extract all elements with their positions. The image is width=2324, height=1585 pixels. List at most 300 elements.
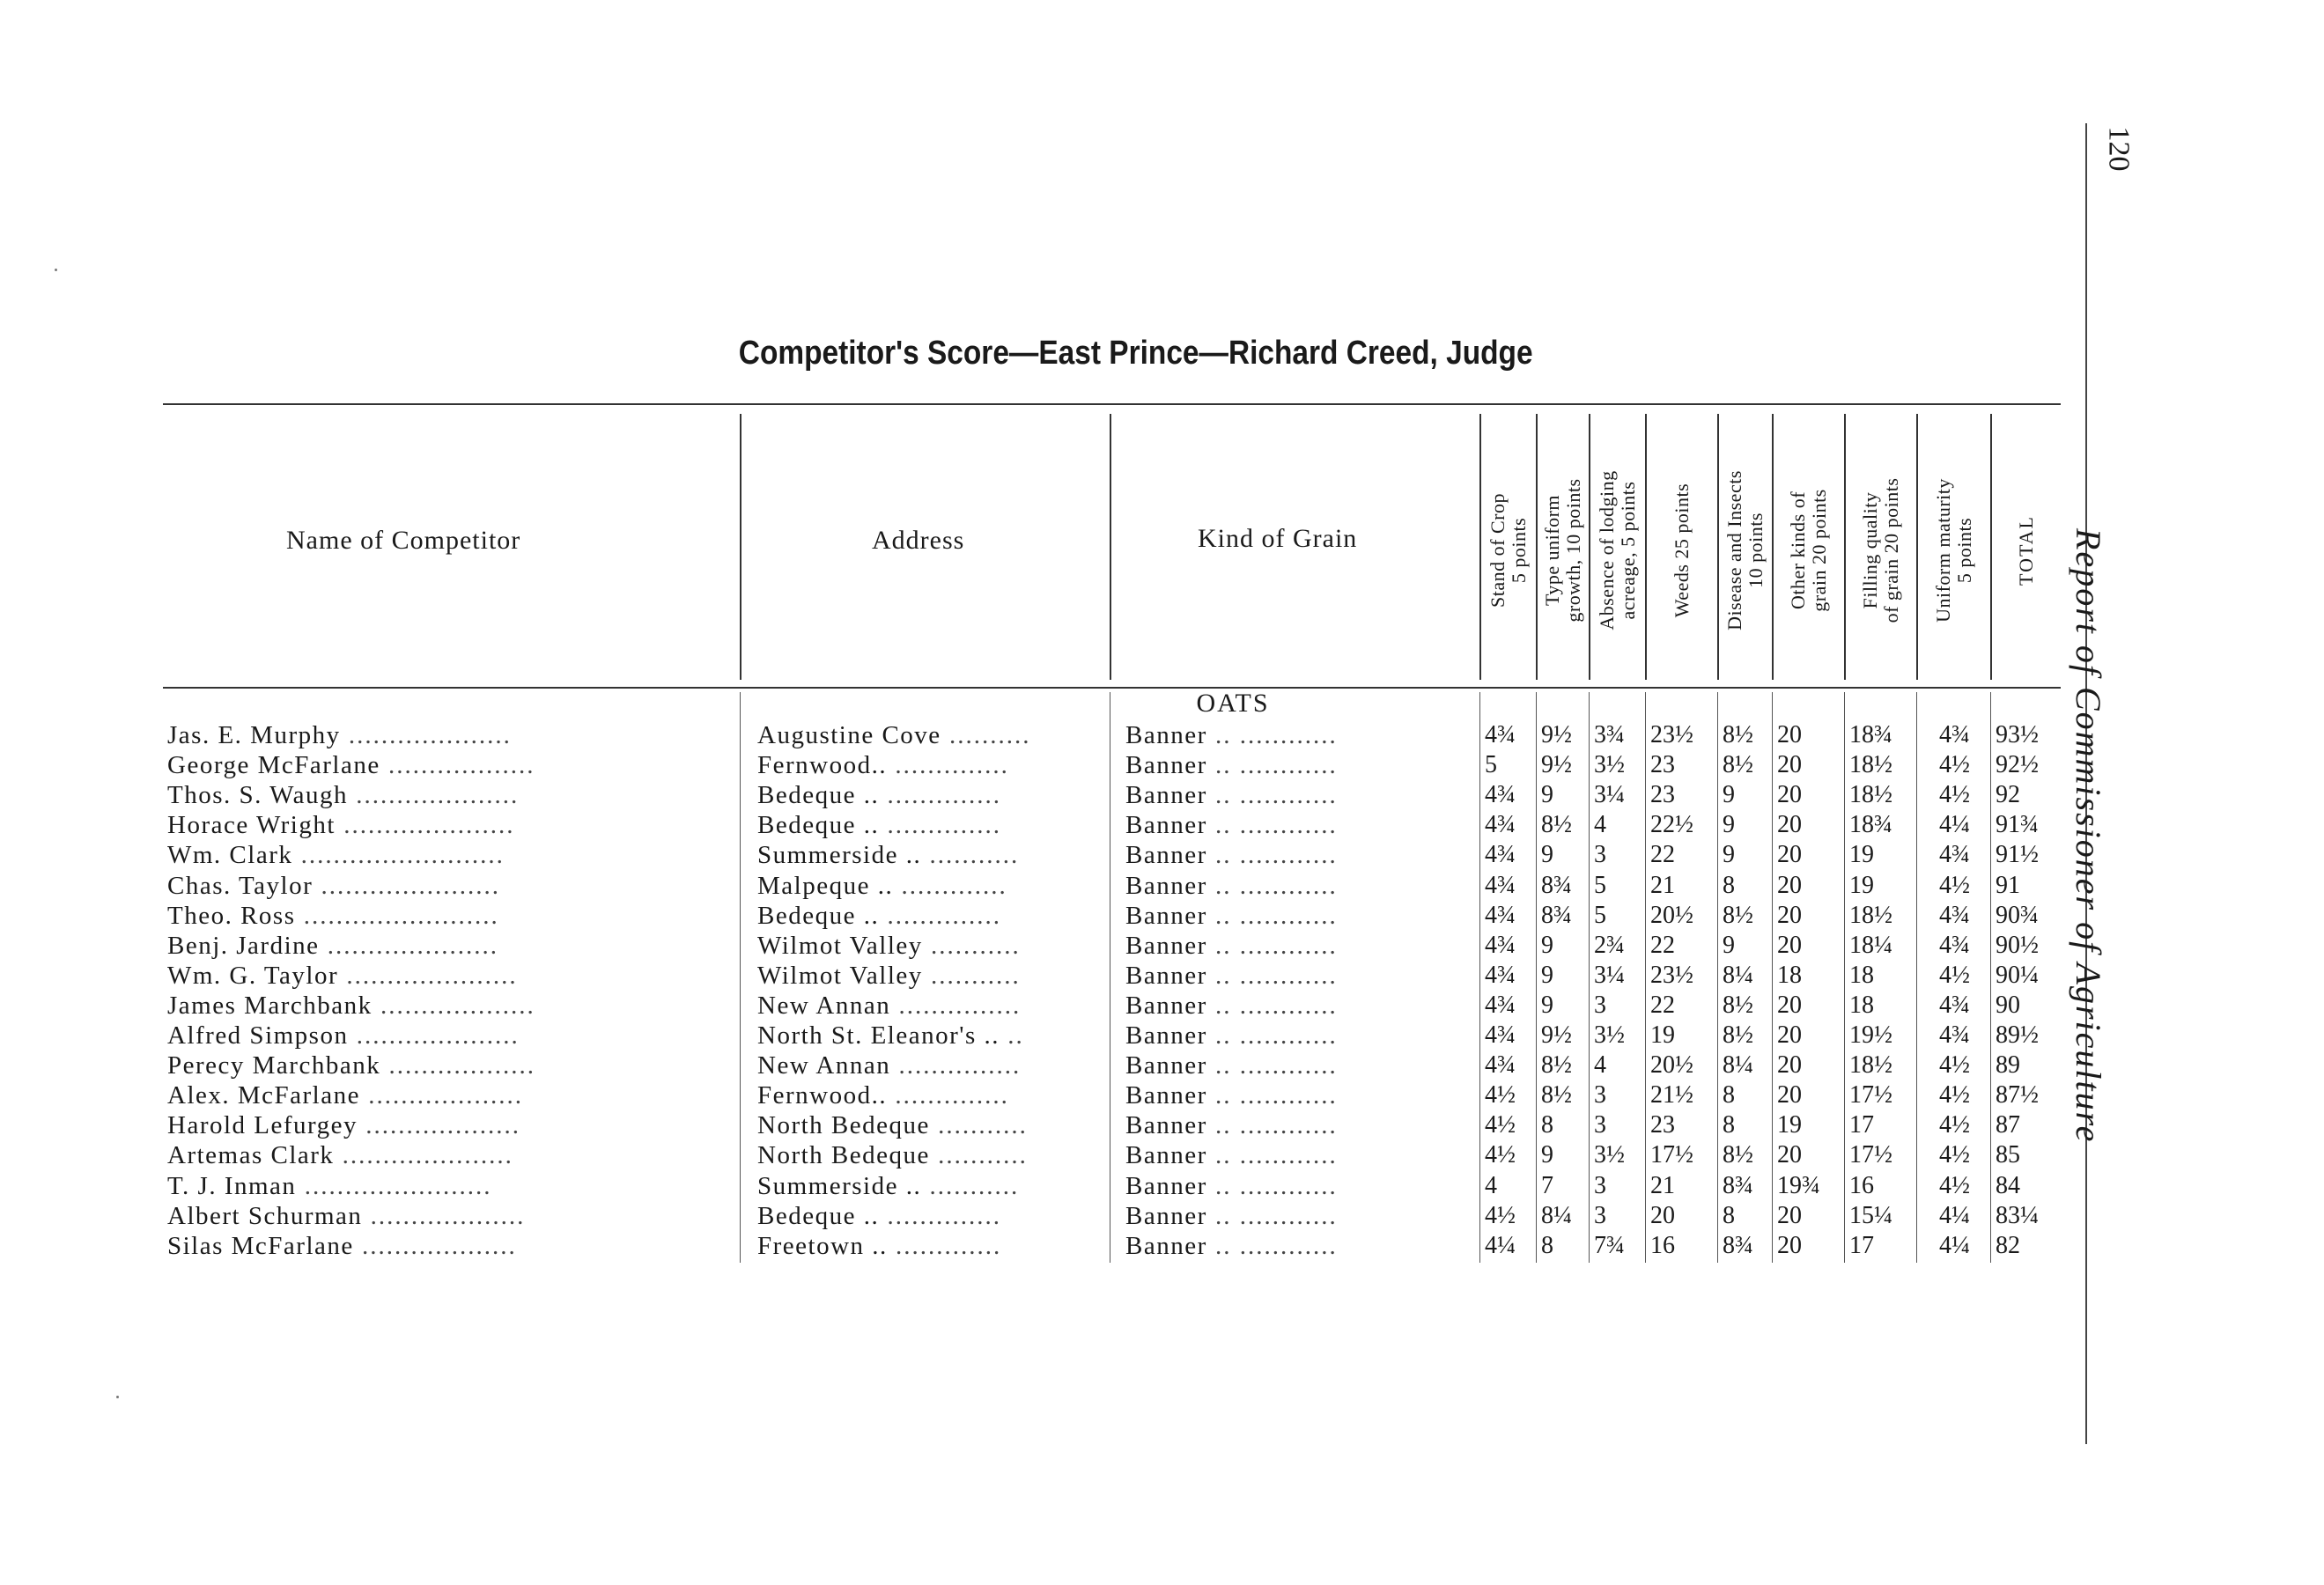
leader-dots: .............. <box>887 1081 1009 1110</box>
score-cell: 4 <box>1594 1051 1606 1080</box>
score-cell: 4¾ <box>1485 781 1516 809</box>
address-cell <box>757 720 1110 750</box>
score-cell: 18½ <box>1849 781 1892 809</box>
leader-dots: .. ............ <box>1206 871 1338 900</box>
competitor-name-cell <box>167 1110 731 1140</box>
score-cell: 4¾ <box>1485 871 1516 899</box>
score-cell: 18¾ <box>1849 721 1892 748</box>
column-divider <box>1536 414 1538 680</box>
competitor-name: Alfred Simpson <box>167 1021 349 1050</box>
score-column-label <box>1724 470 1767 630</box>
competitor-name: Silas McFarlane <box>167 1231 354 1260</box>
score-cell: 5 <box>1485 751 1497 779</box>
score-cell: 3¾ <box>1594 721 1625 748</box>
table-row <box>0 901 2324 931</box>
score-column-header <box>1992 423 2061 678</box>
column-divider <box>1479 414 1481 680</box>
table-row <box>0 780 2324 810</box>
score-cell: 17 <box>1849 1231 1874 1259</box>
score-cell: 4 <box>1594 811 1606 839</box>
score-cell: 8¼ <box>1723 961 1753 989</box>
address-cell <box>757 1110 1110 1140</box>
table-row <box>0 961 2324 991</box>
table-row <box>0 1051 2324 1080</box>
leader-dots: ..................... <box>335 811 515 840</box>
address-cell <box>757 1021 1110 1051</box>
score-column-label <box>1860 478 1902 623</box>
column-divider <box>1589 414 1590 680</box>
address-cell <box>757 840 1110 870</box>
leader-dots: ........... <box>922 961 1021 990</box>
score-cell: 19 <box>1650 1021 1675 1049</box>
score-cell: 23½ <box>1650 721 1693 748</box>
leader-dots: ................... <box>362 1201 526 1230</box>
competitor-name: Perecy Marchbank <box>167 1051 381 1080</box>
address-cell <box>757 1201 1110 1231</box>
competitor-name: George McFarlane <box>167 751 380 780</box>
competitor-name-cell <box>167 991 731 1021</box>
score-cell: 8½ <box>1723 901 1753 929</box>
score-cell: 19¾ <box>1777 1171 1820 1199</box>
score-cell: 20 <box>1777 841 1802 869</box>
grain-cell <box>1125 871 1478 901</box>
score-cell: 22 <box>1650 841 1675 869</box>
score-cell: 87 <box>1996 1111 2020 1139</box>
column-divider <box>1645 692 1646 1263</box>
score-column-header <box>1719 423 1772 678</box>
competitor-name-cell <box>167 871 731 901</box>
competitor-address: Fernwood.. <box>757 1081 888 1110</box>
competitor-address: Freetown .. <box>757 1231 888 1260</box>
score-cell: 8 <box>1723 1201 1735 1229</box>
score-cell: 4¼ <box>1485 1231 1516 1259</box>
print-speck <box>55 269 57 271</box>
leader-dots: ..................... <box>319 931 499 960</box>
score-column-header <box>1481 423 1536 678</box>
grain-kind: Banner <box>1125 811 1207 840</box>
leader-dots: ................... <box>372 991 535 1020</box>
leader-dots: ............... <box>890 991 1022 1020</box>
score-cell: 4¼ <box>1939 1201 1970 1229</box>
column-divider <box>1479 692 1480 1263</box>
score-cell: 4¾ <box>1939 931 1970 959</box>
score-column-label-line: of grain 20 points <box>1880 477 1902 623</box>
score-cell: 22 <box>1650 991 1675 1019</box>
competitor-name-cell <box>167 1021 731 1051</box>
leader-dots: ......................... <box>292 841 505 870</box>
grain-kind: Banner <box>1125 1231 1207 1260</box>
column-divider <box>740 692 741 1263</box>
leader-dots: .............. <box>879 1201 1001 1230</box>
competitor-name-cell <box>167 1231 731 1261</box>
leader-dots: ...................... <box>313 871 501 900</box>
score-cell: 3½ <box>1594 1141 1625 1169</box>
table-row <box>0 720 2324 750</box>
leader-dots: .. ............ <box>1206 1021 1338 1050</box>
leader-dots: .. ............ <box>1206 1201 1338 1230</box>
leader-dots: ..................... <box>338 961 518 990</box>
address-cell <box>757 780 1110 810</box>
score-cell: 4½ <box>1485 1111 1516 1139</box>
leader-dots: .................... <box>348 781 520 810</box>
score-cell: 3½ <box>1594 751 1625 779</box>
score-column-label-line: 10 points <box>1745 512 1767 588</box>
grain-cell <box>1125 901 1478 931</box>
competitor-name-cell <box>167 931 731 961</box>
score-cell: 90½ <box>1996 931 2039 959</box>
grain-kind: Banner <box>1125 721 1207 749</box>
grain-kind: Banner <box>1125 751 1207 780</box>
competitor-name-cell <box>167 901 731 931</box>
score-column-label <box>1671 483 1693 617</box>
grain-kind: Banner <box>1125 931 1207 960</box>
score-cell: 4½ <box>1939 1141 1970 1169</box>
score-cell: 20 <box>1777 1051 1802 1080</box>
score-column-label <box>1487 493 1530 608</box>
score-cell: 20½ <box>1650 1051 1693 1080</box>
competitor-name: Artemas Clark <box>167 1141 335 1170</box>
grain-kind: Banner <box>1125 1021 1207 1050</box>
score-cell: 23 <box>1650 1111 1675 1139</box>
grain-cell <box>1125 961 1478 991</box>
table-row <box>0 810 2324 840</box>
score-cell: 22 <box>1650 931 1675 959</box>
leader-dots: .. ............ <box>1206 1111 1338 1140</box>
competitor-name-cell <box>167 750 731 780</box>
competitor-address: New Annan <box>757 1051 891 1080</box>
leader-dots: .......... <box>941 721 1031 749</box>
score-cell: 17½ <box>1849 1081 1892 1110</box>
grain-cell <box>1125 1171 1478 1201</box>
competitor-name-cell <box>167 1201 731 1231</box>
score-cell: 83¼ <box>1996 1201 2039 1229</box>
score-cell: 20 <box>1777 901 1802 929</box>
score-cell: 20 <box>1777 1231 1802 1259</box>
score-cell: 3 <box>1594 1111 1606 1139</box>
competitor-address: Augustine Cove <box>757 721 941 749</box>
leader-dots: .. ............ <box>1206 1231 1338 1260</box>
score-cell: 16 <box>1849 1171 1874 1199</box>
header-address: Address <box>872 526 965 555</box>
score-cell: 9½ <box>1541 1021 1572 1049</box>
competitor-name-cell <box>167 780 731 810</box>
score-cell: 21 <box>1650 871 1675 899</box>
score-cell: 4¼ <box>1939 811 1970 839</box>
grain-cell <box>1125 1231 1478 1261</box>
score-cell: 5 <box>1594 871 1606 899</box>
competitor-name-cell <box>167 1140 731 1170</box>
score-cell: 89½ <box>1996 1021 2039 1049</box>
column-divider <box>1772 692 1773 1263</box>
competitor-name: Harold Lefurgey <box>167 1111 358 1140</box>
competitor-address: Fernwood.. <box>757 751 888 780</box>
score-cell: 9 <box>1541 961 1553 989</box>
table-top-rule <box>163 403 2061 405</box>
score-cell: 8½ <box>1723 721 1753 748</box>
score-cell: 4¾ <box>1485 1051 1516 1080</box>
grain-cell <box>1125 1051 1478 1080</box>
leader-dots: ............. <box>893 871 1007 900</box>
score-cell: 21 <box>1650 1171 1675 1199</box>
address-cell <box>757 1171 1110 1201</box>
score-cell: 20 <box>1777 931 1802 959</box>
leader-dots: .............. <box>879 781 1001 810</box>
score-cell: 4¾ <box>1939 901 1970 929</box>
address-cell <box>757 1140 1110 1170</box>
score-column-label <box>2016 515 2037 586</box>
competitor-name-cell <box>167 961 731 991</box>
table-title: Competitor's Score—East Prince—Richard Creed, Judge <box>738 335 1533 372</box>
grain-cell <box>1125 810 1478 840</box>
column-divider <box>1717 414 1719 680</box>
score-cell: 20 <box>1777 991 1802 1019</box>
column-divider <box>1717 692 1718 1263</box>
score-cell: 4½ <box>1939 961 1970 989</box>
score-cell: 8¾ <box>1541 901 1572 929</box>
leader-dots: ........... <box>921 841 1020 870</box>
score-cell: 20 <box>1777 751 1802 779</box>
score-cell: 18¾ <box>1849 811 1892 839</box>
score-cell: 91½ <box>1996 841 2039 869</box>
leader-dots: .............. <box>879 811 1001 840</box>
score-cell: 9 <box>1541 781 1553 809</box>
table-row <box>0 1021 2324 1051</box>
score-cell: 4½ <box>1939 751 1970 779</box>
score-column-label-line: Stand of Crop <box>1487 493 1509 608</box>
score-cell: 7¾ <box>1594 1231 1625 1259</box>
leader-dots: ....................... <box>296 1171 492 1200</box>
address-cell <box>757 961 1110 991</box>
leader-dots: .................... <box>348 1021 520 1050</box>
score-cell: 8 <box>1541 1111 1553 1139</box>
grain-kind: Banner <box>1125 1051 1207 1080</box>
address-cell <box>757 871 1110 901</box>
score-cell: 4¾ <box>1939 991 1970 1019</box>
leader-dots: ........... <box>921 1171 1020 1200</box>
score-cell: 18 <box>1777 961 1802 989</box>
score-cell: 3 <box>1594 841 1606 869</box>
grain-kind: Banner <box>1125 1081 1207 1110</box>
score-cell: 9½ <box>1541 721 1572 748</box>
score-cell: 20 <box>1777 1201 1802 1229</box>
grain-kind: Banner <box>1125 961 1207 990</box>
competitor-name: Chas. Taylor <box>167 871 314 900</box>
score-cell: 8¼ <box>1541 1201 1572 1229</box>
score-cell: 18½ <box>1849 1051 1892 1080</box>
score-column-label-line: 5 points <box>1508 517 1530 584</box>
competitor-name: Jas. E. Murphy <box>167 721 341 749</box>
header-bottom-rule <box>163 687 2061 689</box>
score-cell: 8½ <box>1723 991 1753 1019</box>
score-cell: 18¼ <box>1849 931 1892 959</box>
score-cell: 18½ <box>1849 751 1892 779</box>
score-cell: 8½ <box>1541 1081 1572 1110</box>
leader-dots: .. ............ <box>1206 811 1338 840</box>
score-cell: 4½ <box>1939 1171 1970 1199</box>
grain-cell <box>1125 1080 1478 1110</box>
score-cell: 23½ <box>1650 961 1693 989</box>
competitor-address: New Annan <box>757 991 891 1020</box>
score-column-label-line: TOTAL <box>2015 515 2037 586</box>
page-number: 120 <box>2102 126 2136 172</box>
score-cell: 4¼ <box>1939 1231 1970 1259</box>
score-cell: 20½ <box>1650 901 1693 929</box>
score-column-header <box>1647 423 1717 678</box>
competitor-address: Bedeque .. <box>757 901 880 930</box>
grain-kind: Banner <box>1125 1141 1207 1170</box>
score-cell: 19½ <box>1849 1021 1892 1049</box>
score-cell: 20 <box>1777 781 1802 809</box>
score-column-header <box>1846 423 1916 678</box>
competitor-name: James Marchbank <box>167 991 373 1020</box>
score-cell: 3 <box>1594 1171 1606 1199</box>
grain-cell <box>1125 1110 1478 1140</box>
column-divider <box>1916 414 1918 680</box>
leader-dots: ................... <box>358 1111 521 1140</box>
competitor-address: Bedeque .. <box>757 811 880 840</box>
competitor-name-cell <box>167 840 731 870</box>
address-cell <box>757 991 1110 1021</box>
competitor-address: North Bedeque <box>757 1111 930 1140</box>
score-cell: 15¼ <box>1849 1201 1892 1229</box>
grain-cell <box>1125 931 1478 961</box>
score-cell: 8½ <box>1723 1021 1753 1049</box>
score-cell: 8 <box>1723 1111 1735 1139</box>
score-cell: 4½ <box>1939 1051 1970 1080</box>
address-cell <box>757 810 1110 840</box>
score-cell: 92½ <box>1996 751 2039 779</box>
score-cell: 4½ <box>1939 871 1970 899</box>
leader-dots: .. ............ <box>1206 901 1338 930</box>
score-cell: 4½ <box>1485 1201 1516 1229</box>
competitor-name: Theo. Ross <box>167 901 296 930</box>
score-cell: 17½ <box>1849 1141 1892 1169</box>
grain-kind: Banner <box>1125 1201 1207 1230</box>
score-column-label-line: 5 points <box>1953 517 1975 584</box>
score-column-label <box>1542 478 1584 622</box>
grain-kind: Banner <box>1125 841 1207 870</box>
score-cell: 9 <box>1541 1141 1553 1169</box>
score-cell: 8½ <box>1541 1051 1572 1080</box>
score-cell: 4½ <box>1939 1111 1970 1139</box>
table-row <box>0 931 2324 961</box>
score-cell: 90¼ <box>1996 961 2039 989</box>
score-column-label <box>1597 470 1639 630</box>
grain-cell <box>1125 780 1478 810</box>
leader-dots: .. ............ <box>1206 781 1338 810</box>
grain-kind: Banner <box>1125 1111 1207 1140</box>
grain-cell <box>1125 991 1478 1021</box>
score-cell: 3 <box>1594 1201 1606 1229</box>
column-divider <box>1772 414 1774 680</box>
leader-dots: .. ............ <box>1206 721 1338 749</box>
score-cell: 3½ <box>1594 1021 1625 1049</box>
score-column-label <box>1933 478 1975 623</box>
score-column-label-line: Absence of lodging <box>1596 470 1618 630</box>
grain-kind: Banner <box>1125 1171 1207 1200</box>
score-column-header <box>1918 423 1990 678</box>
score-cell: 89 <box>1996 1051 2020 1080</box>
leader-dots: .. ............ <box>1206 1081 1338 1110</box>
leader-dots: .. ............ <box>1206 961 1338 990</box>
competitor-address: Summerside .. <box>757 1171 922 1200</box>
header-grain: Kind of Grain <box>1198 524 1358 553</box>
score-cell: 91¾ <box>1996 811 2039 839</box>
score-cell: 87½ <box>1996 1081 2039 1110</box>
leader-dots: .................. <box>380 751 535 780</box>
leader-dots: ........................ <box>295 901 499 930</box>
competitor-address: Wilmot Valley <box>757 961 923 990</box>
address-cell <box>757 1051 1110 1080</box>
table-row <box>0 1201 2324 1231</box>
column-divider <box>1110 414 1111 680</box>
score-column-label-line: Other kinds of <box>1787 490 1809 610</box>
grain-cell <box>1125 750 1478 780</box>
address-cell <box>757 1231 1110 1261</box>
score-column-label-line: growth, 10 points <box>1562 478 1584 623</box>
leader-dots: ........... <box>929 1111 1028 1140</box>
leader-dots: .. ............ <box>1206 1051 1338 1080</box>
score-cell: 8¼ <box>1723 1051 1753 1080</box>
score-cell: 17 <box>1849 1111 1874 1139</box>
column-divider <box>1990 414 1992 680</box>
competitor-name: Horace Wright <box>167 811 336 840</box>
address-cell <box>757 750 1110 780</box>
leader-dots: ................... <box>360 1081 523 1110</box>
leader-dots: .............. <box>887 751 1009 780</box>
score-cell: 8 <box>1541 1231 1553 1259</box>
leader-dots: ..................... <box>334 1141 513 1170</box>
leader-dots: .. ............ <box>1206 1171 1338 1200</box>
score-cell: 4½ <box>1485 1141 1516 1169</box>
competitor-address: Bedeque .. <box>757 781 880 810</box>
leader-dots: .............. <box>879 901 1001 930</box>
grain-cell <box>1125 1140 1478 1170</box>
score-cell: 9 <box>1541 841 1553 869</box>
grain-kind: Banner <box>1125 871 1207 900</box>
score-cell: 9 <box>1541 931 1553 959</box>
score-cell: 19 <box>1777 1111 1802 1139</box>
score-column-label-line: Disease and Insects <box>1723 470 1745 630</box>
grain-cell <box>1125 1021 1478 1051</box>
score-cell: 3 <box>1594 991 1606 1019</box>
score-cell: 93½ <box>1996 721 2039 748</box>
score-cell: 20 <box>1777 1081 1802 1110</box>
score-cell: 4¾ <box>1485 811 1516 839</box>
score-cell: 4¾ <box>1485 901 1516 929</box>
score-cell: 85 <box>1996 1141 2020 1169</box>
score-cell: 4½ <box>1939 1081 1970 1110</box>
leader-dots: .. ............ <box>1206 841 1338 870</box>
score-column-label-line: grain 20 points <box>1808 489 1830 612</box>
competitor-name: Wm. G. Taylor <box>167 961 339 990</box>
score-cell: 8½ <box>1541 811 1572 839</box>
competitor-address: Bedeque .. <box>757 1201 880 1230</box>
score-cell: 7 <box>1541 1171 1553 1199</box>
score-cell: 9 <box>1723 811 1735 839</box>
table-row <box>0 1110 2324 1140</box>
column-divider <box>1645 414 1647 680</box>
competitor-name: Wm. Clark <box>167 841 293 870</box>
score-cell: 4½ <box>1485 1081 1516 1110</box>
address-cell <box>757 931 1110 961</box>
leader-dots: ........... <box>922 931 1021 960</box>
column-divider <box>1536 692 1537 1263</box>
score-column-label-line: Weeds 25 points <box>1671 483 1693 618</box>
column-divider <box>740 414 741 680</box>
score-cell: 21½ <box>1650 1081 1693 1110</box>
score-cell: 8 <box>1723 871 1735 899</box>
